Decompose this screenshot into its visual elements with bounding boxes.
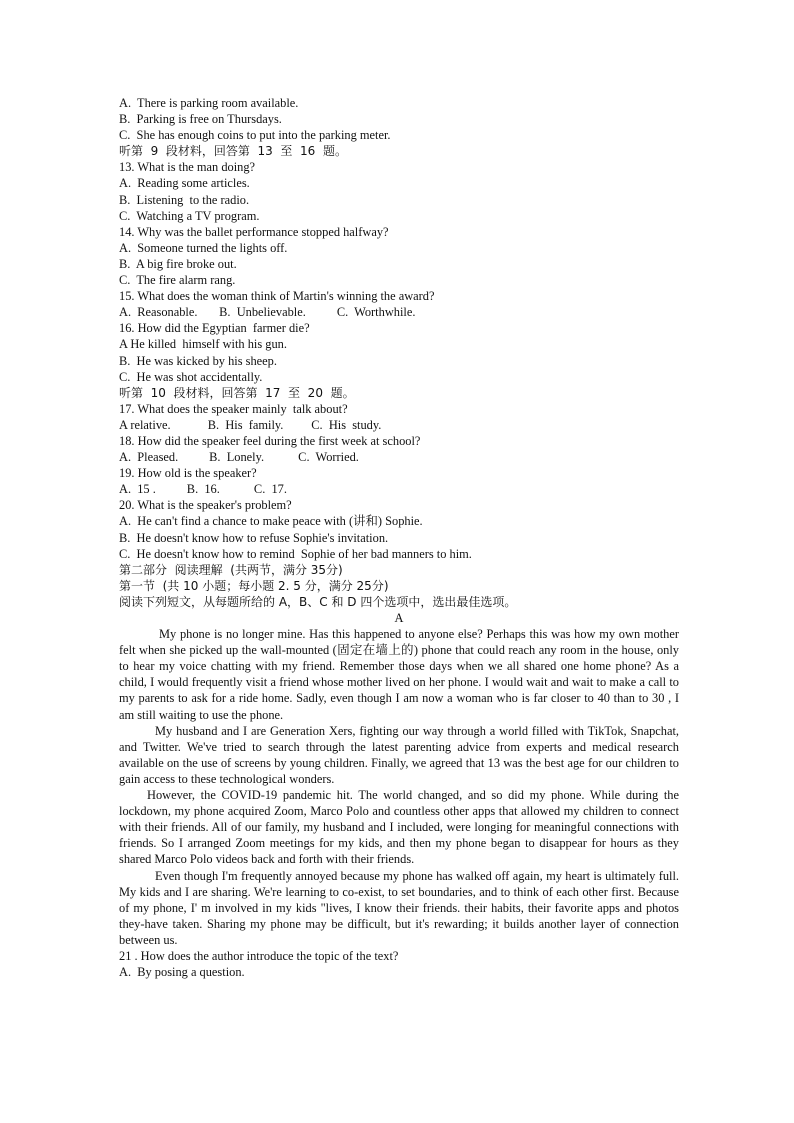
- option-line: A. There is parking room available.: [119, 96, 299, 110]
- question-20: 20. What is the speaker's problem?: [119, 498, 292, 513]
- options-row: A. Pleased. B. Lonely. C. Worried.: [119, 450, 359, 465]
- options-row: A relative. B. His family. C. His study.: [119, 417, 382, 432]
- reading-instruction: 阅读下列短文，从每题所给的 A，B、C 和 D 四个选项中，选出最佳选项。: [119, 594, 517, 609]
- passage-paragraph: My phone is no longer mine. Has this happened to anyone else? Perhaps this was how my own mother felt when she picked up the wall-mounted (固定在墙上的) phone that could reach any room in the house, only to hear my voice chatting with my friend. Remember those days when we all shared one home phone? As a child, I would frequently visit a friend whose mother lived on her phone. I would wait and wait to make a call to my parents to ask for a ride home. Sadly, even though I am now a woman who is far closer to 40 than to 30 , I am still waiting to use the phone.: [119, 627, 679, 722]
- question-21: 21 . How does the author introduce the topic of the text?: [119, 948, 399, 963]
- question-14: 14. Why was the ballet performance stopped halfway?: [119, 224, 389, 239]
- passage-paragraph: My husband and I are Generation Xers, fighting our way through a world filled with TikTok, Snapchat, and Twitter. We've tried to search through the latest parenting advice from experts and medical research available on the use of screens by young children. Finally, we agreed that 13 was the best age for our children to gain access to these technological wonders.: [119, 723, 679, 786]
- option-line: C. He doesn't know how to remind Sophie of her bad manners to him.: [119, 546, 472, 561]
- options-row: A. Reasonable. B. Unbelievable. C. Worthwhile.: [119, 305, 416, 320]
- option-line: C. He was shot accidentally.: [119, 369, 263, 384]
- question-13: 13. What is the man doing?: [119, 160, 256, 175]
- passage-paragraph: However, the COVID-19 pandemic hit. The world changed, and so did my phone. While during the lockdown, my phone acquired Zoom, Marco Polo and countless other apps that allowed my children to connect with their friends. All of our family, my husband and I included, were longing for meaningful connections with friends. So I arranged Zoom meetings for my kids, and then my phone began to disappear for hours as they shared Marco Polo videos back and forth with their friends.: [119, 788, 679, 867]
- exam-page: [119, 95, 679, 980]
- passage-paragraph: Even though I'm frequently annoyed because my phone has walked off again, my heart is ultimately full. My kids and I are sharing. We're learning to co-exist, to set boundaries, and to think of each other first. Because of my phone, I' m involved in my kids "lives, I know their friends. their habits, their favorite apps and photos they-have taken. Sharing my phone may be difficult, but it's rewarding; it builds another layer of connection between us.: [119, 868, 679, 947]
- options-row: A. 15 . B. 16. C. 17.: [119, 482, 287, 497]
- passage-letter: A: [394, 611, 404, 625]
- section-one-title: 第一节 (共 10 小题；每小题 2. 5 分，满分 25分): [119, 578, 389, 593]
- option-line: A. Reading some articles.: [119, 176, 250, 191]
- option-line: C. The fire alarm rang.: [119, 273, 236, 288]
- option-line: B. A big fire broke out.: [119, 256, 237, 271]
- option-line: A. By posing a question.: [119, 965, 245, 980]
- question-15: 15. What does the woman think of Martin's winning the award?: [119, 289, 435, 304]
- option-line: B. Parking is free on Thursdays.: [119, 112, 282, 127]
- option-line: A. He can't find a chance to make peace with (讲和) Sophie.: [119, 514, 423, 529]
- option-line: A He killed himself with his gun.: [119, 337, 287, 352]
- option-line: B. He was kicked by his sheep.: [119, 353, 277, 368]
- option-line: C. She has enough coins to put into the parking meter.: [119, 128, 391, 143]
- section-instruction-10: 听第 10 段材料，回答第 17 至 20 题。: [119, 385, 355, 400]
- question-16: 16. How did the Egyptian farmer die?: [119, 321, 310, 336]
- question-19: 19. How old is the speaker?: [119, 466, 257, 481]
- question-17: 17. What does the speaker mainly talk about?: [119, 401, 348, 416]
- option-line: A. Someone turned the lights off.: [119, 240, 288, 255]
- section-instruction-9: 听第 9 段材料，回答第 13 至 16 题。: [119, 144, 347, 159]
- question-18: 18. How did the speaker feel during the first week at school?: [119, 433, 421, 448]
- option-line: C. Watching a TV program.: [119, 208, 260, 223]
- option-line: B. Listening to the radio.: [119, 192, 250, 207]
- part-two-title: 第二部分 阅读理解 (共两节，满分 35分): [119, 562, 343, 577]
- option-line: B. He doesn't know how to refuse Sophie's invitation.: [119, 530, 389, 545]
